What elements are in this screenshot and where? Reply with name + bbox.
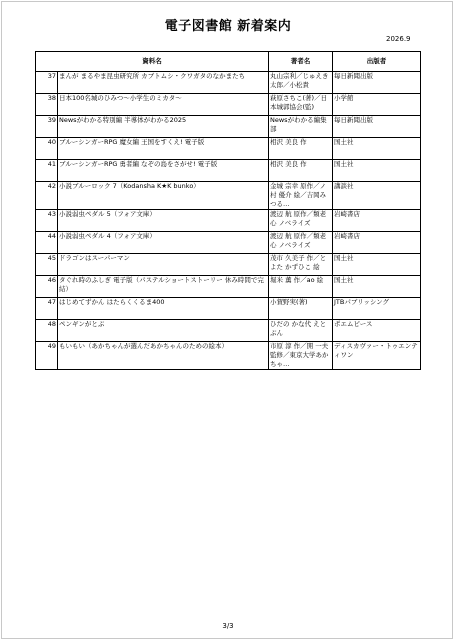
table-row xyxy=(36,72,421,94)
book-title: Newsがわかる特別編 半導体がわかる2025 xyxy=(58,116,269,138)
book-publisher: 毎日新聞出版 xyxy=(333,72,421,94)
book-publisher: 毎日新聞出版 xyxy=(333,116,421,138)
table-row xyxy=(36,342,421,370)
table-row xyxy=(36,160,421,182)
book-title: はじめてずかん はたらくくるま400 xyxy=(58,298,269,320)
row-number: 39 xyxy=(36,116,58,138)
book-author: 渡辺 航 原作／類老 心 ノベライズ xyxy=(269,210,333,232)
book-author: 小賀野実(著) xyxy=(269,298,333,320)
book-author: 丸山宗利／じゅえき太郎／小松貴 xyxy=(269,72,333,94)
book-author: 金城 宗幸 原作／ノ村 優介 絵／吉岡みつる… xyxy=(269,182,333,210)
book-author: 市原 淳 作／開 一夫 監修／東京大学あかちゃ… xyxy=(269,342,333,370)
book-title: ドラゴンはスーパーマン xyxy=(58,254,269,276)
book-title: もいもい（あかちゃんが選んだあかちゃんのための絵本） xyxy=(58,342,269,370)
table-header-row xyxy=(36,52,421,72)
row-number: 48 xyxy=(36,320,58,342)
table-body xyxy=(36,72,421,370)
table-row xyxy=(36,210,421,232)
book-author: 相沢 美良 作 xyxy=(269,160,333,182)
book-publisher: 小学館 xyxy=(333,94,421,116)
table-row xyxy=(36,116,421,138)
table-row xyxy=(36,254,421,276)
book-publisher: ポエムピース xyxy=(333,320,421,342)
row-number: 37 xyxy=(36,72,58,94)
table-row xyxy=(36,94,421,116)
book-publisher: 国土社 xyxy=(333,254,421,276)
row-number: 42 xyxy=(36,182,58,210)
table-row xyxy=(36,298,421,320)
book-title: 小説ブルーロック 7（Kodansha K★K bunko） xyxy=(58,182,269,210)
column-header-author: 著者名 xyxy=(269,52,333,72)
new-arrivals-table xyxy=(35,51,421,370)
row-number: 43 xyxy=(36,210,58,232)
table-row xyxy=(36,276,421,298)
book-author: 萩原さちこ(著)／日本城郭協会(監) xyxy=(269,94,333,116)
book-title: 小説弱虫ペダル 4（フォア文庫） xyxy=(58,232,269,254)
column-header-title: 資料名 xyxy=(36,52,269,72)
table-row xyxy=(36,182,421,210)
book-publisher: JTBパブリッシング xyxy=(333,298,421,320)
book-author: 茂市 久美子 作／とよた かずひこ 絵 xyxy=(269,254,333,276)
row-number: 47 xyxy=(36,298,58,320)
row-number: 40 xyxy=(36,138,58,160)
book-title: ブルーシンガーRPG 勇者編 なぞの島をさがせ! 電子版 xyxy=(58,160,269,182)
book-title: タぐれ時のふしぎ 電子版（パステルショートストーリー 休み時間で完結） xyxy=(58,276,269,298)
table-row xyxy=(36,138,421,160)
book-title: ペンギンがとぶ xyxy=(58,320,269,342)
book-publisher: ディスカヴァー・トゥエンティワン xyxy=(333,342,421,370)
row-number: 44 xyxy=(36,232,58,254)
row-number: 46 xyxy=(36,276,58,298)
row-number: 38 xyxy=(36,94,58,116)
row-number: 45 xyxy=(36,254,58,276)
row-number: 49 xyxy=(36,342,58,370)
table-row xyxy=(36,320,421,342)
page-title: 電子図書館 新着案内 xyxy=(164,19,292,34)
book-publisher: 岩崎書店 xyxy=(333,232,421,254)
book-author: Newsがわかる編集部 xyxy=(269,116,333,138)
book-title: ブルーシンガーRPG 魔女編 王国をすくえ! 電子版 xyxy=(58,138,269,160)
book-author: 堀米 薫 作／ao 絵 xyxy=(269,276,333,298)
book-publisher: 国土社 xyxy=(333,160,421,182)
column-header-publisher: 出版者 xyxy=(333,52,421,72)
book-publisher: 国土社 xyxy=(333,138,421,160)
book-title: 日本100名城のひみつ～小学生のミカタ～ xyxy=(58,94,269,116)
book-author: ひだの かな代 えとぶん xyxy=(269,320,333,342)
page-number: 3/3 xyxy=(222,622,234,630)
row-number: 41 xyxy=(36,160,58,182)
book-publisher: 講談社 xyxy=(333,182,421,210)
book-title: まんが まるやま昆虫研究所 カブトムシ・クワガタのなかまたち xyxy=(58,72,269,94)
book-title: 小説弱虫ペダル 5（フォア文庫） xyxy=(58,210,269,232)
book-publisher: 国土社 xyxy=(333,276,421,298)
book-author: 相沢 美良 作 xyxy=(269,138,333,160)
issue-date: 2026.9 xyxy=(386,35,411,43)
book-author: 渡辺 航 原作／類老 心 ノベライズ xyxy=(269,232,333,254)
book-publisher: 岩崎書店 xyxy=(333,210,421,232)
table-row xyxy=(36,232,421,254)
